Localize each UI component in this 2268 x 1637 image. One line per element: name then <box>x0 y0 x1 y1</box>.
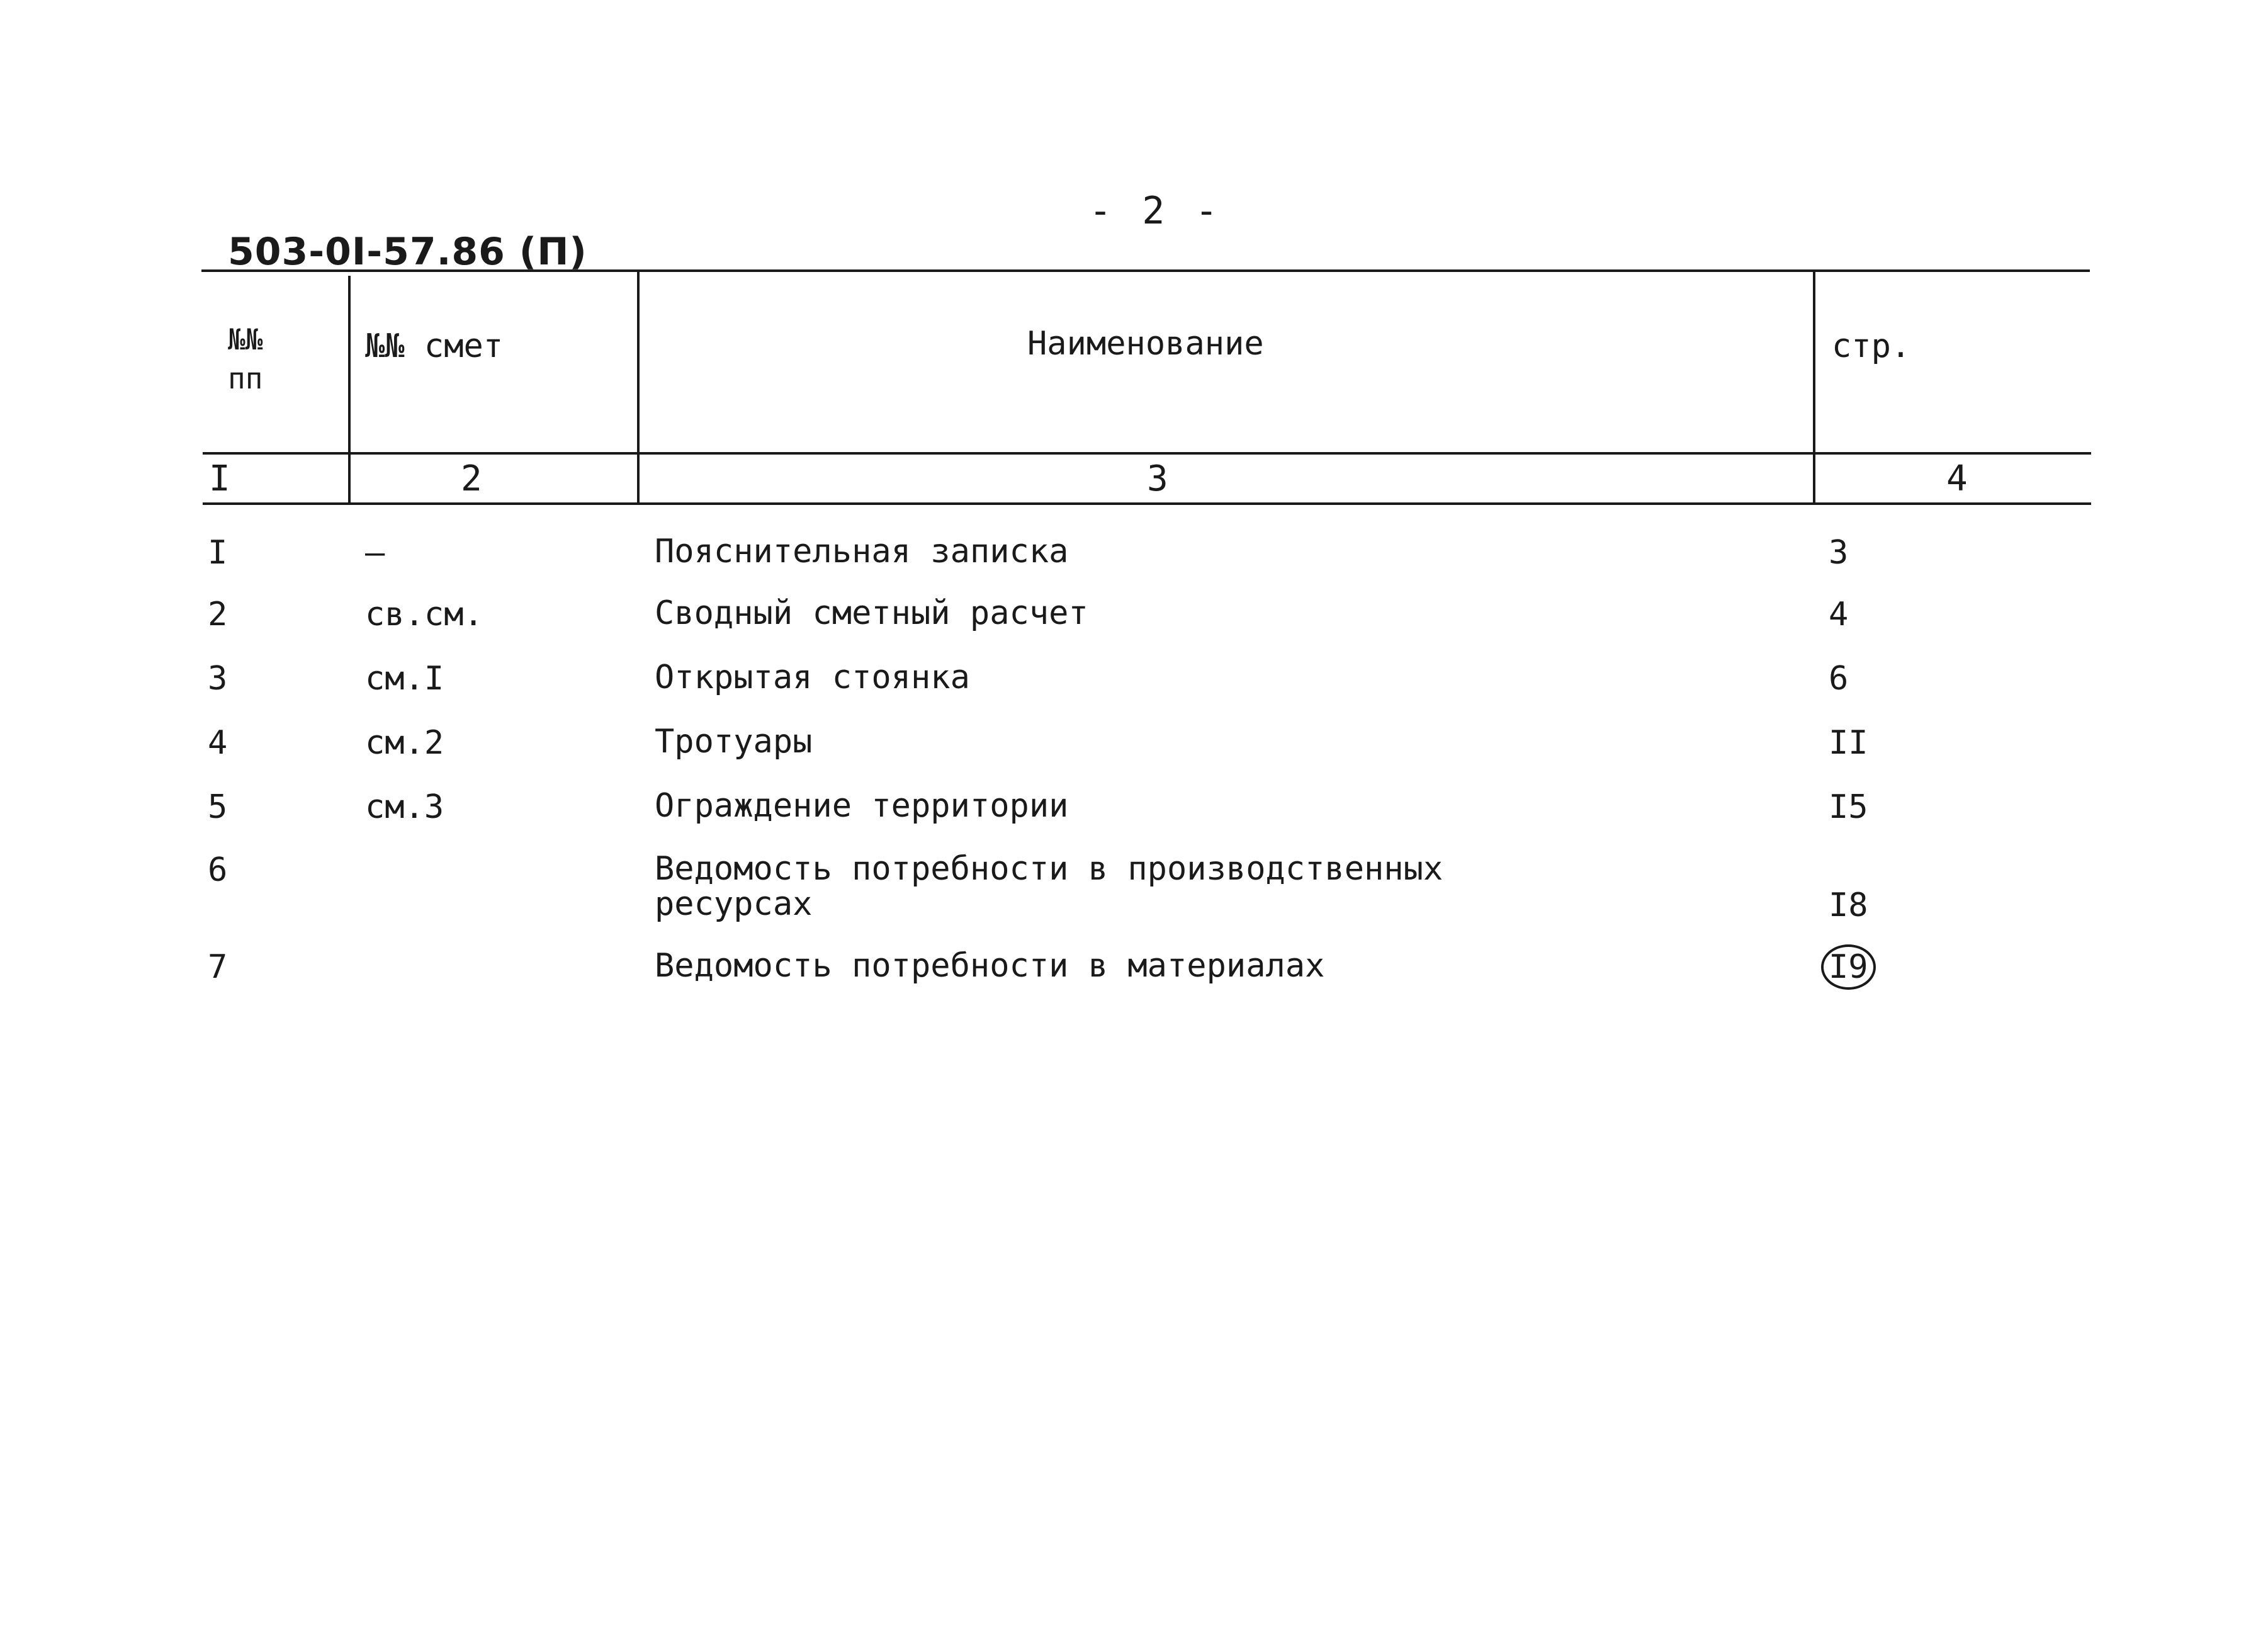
header-col2: №№ смет <box>365 327 504 365</box>
row-name: Открытая стоянка <box>655 659 970 696</box>
col-divider-3 <box>1813 269 1815 502</box>
row-page: II <box>1829 724 1868 762</box>
table-top-border <box>201 269 2090 272</box>
row-num: 2 <box>208 596 228 633</box>
row-page-circled: I9 <box>1821 944 1876 990</box>
table-row <box>0 724 2268 787</box>
row-estimate: св.см. <box>365 596 483 633</box>
header-bottom-border <box>203 452 2091 455</box>
row-num: 5 <box>208 788 228 826</box>
header-col3: Наименование <box>1027 325 1264 363</box>
row-page: I8 <box>1829 886 1868 924</box>
table-row <box>0 596 2268 659</box>
header-col4: стр. <box>1832 327 1911 365</box>
table-row <box>0 948 2268 1011</box>
header-col1-line2: пп <box>228 361 263 395</box>
col-divider-2 <box>637 272 640 504</box>
colnum-3: 3 <box>1147 458 1168 499</box>
row-num: 4 <box>208 724 228 762</box>
table-row <box>0 851 2268 939</box>
row-estimate: – <box>365 534 385 572</box>
row-name: Пояснительная записка <box>655 533 1069 570</box>
row-num: 6 <box>208 851 228 889</box>
table-row <box>0 534 2268 597</box>
row-num: 3 <box>208 660 228 698</box>
row-estimate: см.I <box>365 660 444 698</box>
row-name: Ограждение территории <box>655 787 1069 825</box>
row-estimate: см.2 <box>365 724 444 762</box>
colnum-4: 4 <box>1946 458 1968 499</box>
row-page: I5 <box>1829 788 1868 826</box>
row-page: 3 <box>1829 534 1849 572</box>
row-page: 4 <box>1829 596 1849 633</box>
row-name: Ведомость потребности в производственных ресурсах <box>655 850 1443 923</box>
row-estimate: см.3 <box>365 788 444 826</box>
row-num: 7 <box>208 948 228 986</box>
row-name: Ведомость потребности в материалах <box>655 947 1325 985</box>
page-number: - 2 - <box>1089 189 1222 233</box>
row-name: Сводный сметный расчет <box>655 594 1088 632</box>
table-row <box>0 788 2268 851</box>
table-row <box>0 660 2268 723</box>
colnum-1: I <box>209 458 230 499</box>
row-name: Тротуары <box>655 723 813 761</box>
header-col1-line1: №№ <box>228 322 263 356</box>
colnum-bottom-border <box>203 502 2091 505</box>
row-num: I <box>208 534 228 572</box>
document-code: 503-0I-57.86 (П) <box>228 230 587 274</box>
header-col1 <box>228 320 262 398</box>
row-page: 6 <box>1829 660 1849 698</box>
colnum-2: 2 <box>461 458 482 499</box>
col-divider-1 <box>348 276 351 502</box>
